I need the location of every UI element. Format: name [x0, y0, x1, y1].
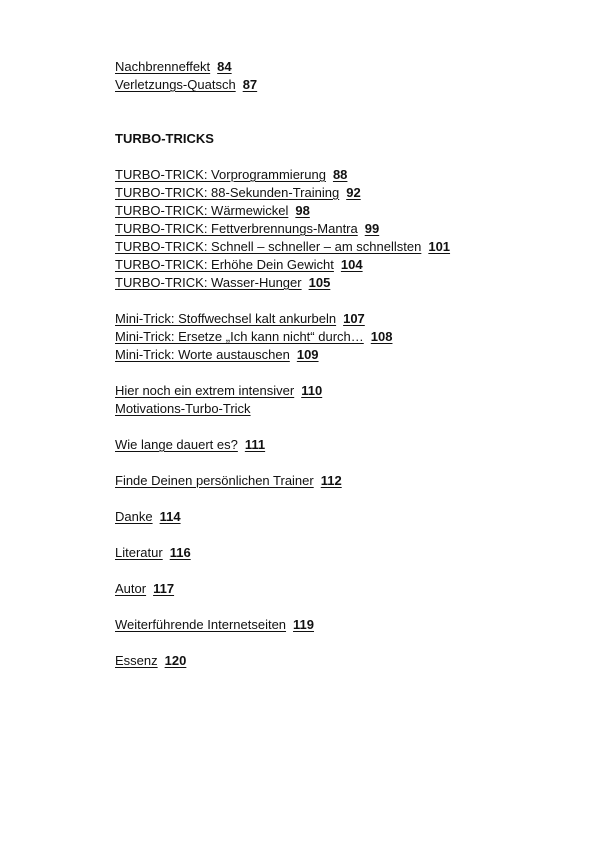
toc-link[interactable]: Finde Deinen persönlichen Trainer 112: [115, 473, 342, 488]
toc-link[interactable]: Essenz 120: [115, 653, 187, 668]
toc-page-number: 101: [428, 239, 451, 254]
toc-page-number: 117: [153, 581, 175, 596]
toc-entry[interactable]: [115, 238, 575, 256]
toc-page-number: 116: [169, 545, 191, 560]
section-heading: TURBO-TRICKS: [115, 131, 214, 146]
toc-link[interactable]: Weiterführende Internetseiten 119: [115, 617, 315, 632]
toc-group-intensive: [115, 382, 575, 418]
toc-page-number: 107: [343, 311, 365, 326]
toc-page-number: 112: [320, 473, 342, 488]
toc-page-number: 120: [164, 653, 187, 668]
toc-entry[interactable]: [115, 256, 575, 274]
toc-page-number: 105: [308, 275, 331, 290]
toc-entry[interactable]: [115, 328, 575, 346]
toc-page-number: 108: [370, 329, 393, 344]
toc-entry[interactable]: [115, 382, 575, 400]
toc-page-number: 110: [301, 383, 323, 398]
toc-page-number: 88: [332, 167, 348, 182]
toc-entry[interactable]: [115, 274, 575, 292]
toc-entry[interactable]: [115, 436, 575, 454]
toc-entry[interactable]: [115, 580, 575, 598]
toc-link[interactable]: Mini-Trick: Stoffwechsel kalt ankurbeln 107: [115, 311, 365, 326]
table-of-contents: [115, 58, 575, 670]
toc-page-number: 98: [295, 203, 310, 218]
toc-page-number: 119: [293, 617, 315, 632]
toc-link[interactable]: Autor 117: [115, 581, 175, 596]
toc-group-top: [115, 58, 575, 94]
toc-entry-continuation[interactable]: [115, 400, 575, 418]
toc-page-number: 114: [159, 509, 181, 524]
toc-link[interactable]: TURBO-TRICK: 88-Sekunden-Training 92: [115, 185, 361, 200]
toc-page-number: 104: [340, 257, 363, 272]
toc-entry[interactable]: [115, 202, 575, 220]
toc-entry[interactable]: [115, 166, 575, 184]
toc-page-number: 92: [346, 185, 361, 200]
toc-link[interactable]: TURBO-TRICK: Vorprogrammierung 88: [115, 167, 348, 182]
toc-page-number: 111: [244, 437, 266, 452]
toc-group-turbo: [115, 166, 575, 292]
toc-link[interactable]: Mini-Trick: Worte austauschen 109: [115, 347, 319, 362]
toc-page-number: 87: [242, 77, 258, 92]
toc-page-number: 109: [296, 347, 319, 362]
toc-entry[interactable]: [115, 652, 575, 670]
toc-entry[interactable]: [115, 58, 575, 76]
toc-link[interactable]: TURBO-TRICK: Wärmewickel 98: [115, 203, 310, 218]
toc-page-number: 84: [217, 59, 232, 74]
toc-entry[interactable]: [115, 544, 575, 562]
toc-link[interactable]: Nachbrenneffekt 84: [115, 59, 232, 74]
toc-link[interactable]: Motivations-Turbo-Trick: [115, 401, 251, 416]
toc-link[interactable]: TURBO-TRICK: Wasser-Hunger 105: [115, 275, 331, 290]
toc-page-number: 99: [364, 221, 380, 236]
toc-entry[interactable]: [115, 220, 575, 238]
toc-entry[interactable]: [115, 346, 575, 364]
toc-link[interactable]: Hier noch ein extrem intensiver 110: [115, 383, 323, 398]
toc-link[interactable]: TURBO-TRICK: Schnell – schneller – am schnellsten 101: [115, 239, 451, 254]
toc-entry[interactable]: [115, 76, 575, 94]
toc-link[interactable]: Verletzungs-Quatsch 87: [115, 77, 258, 92]
toc-link[interactable]: Wie lange dauert es? 111: [115, 437, 266, 452]
toc-entry[interactable]: [115, 310, 575, 328]
toc-group-mini: [115, 310, 575, 364]
toc-entry[interactable]: [115, 508, 575, 526]
toc-entry[interactable]: [115, 472, 575, 490]
toc-link[interactable]: Literatur 116: [115, 545, 191, 560]
toc-link[interactable]: TURBO-TRICK: Erhöhe Dein Gewicht 104: [115, 257, 363, 272]
toc-link[interactable]: Danke 114: [115, 509, 181, 524]
toc-link[interactable]: Mini-Trick: Ersetze „Ich kann nicht“ durch… 108: [115, 329, 393, 344]
toc-link[interactable]: TURBO-TRICK: Fettverbrennungs-Mantra 99: [115, 221, 380, 236]
toc-entry[interactable]: [115, 616, 575, 634]
toc-entry[interactable]: [115, 184, 575, 202]
